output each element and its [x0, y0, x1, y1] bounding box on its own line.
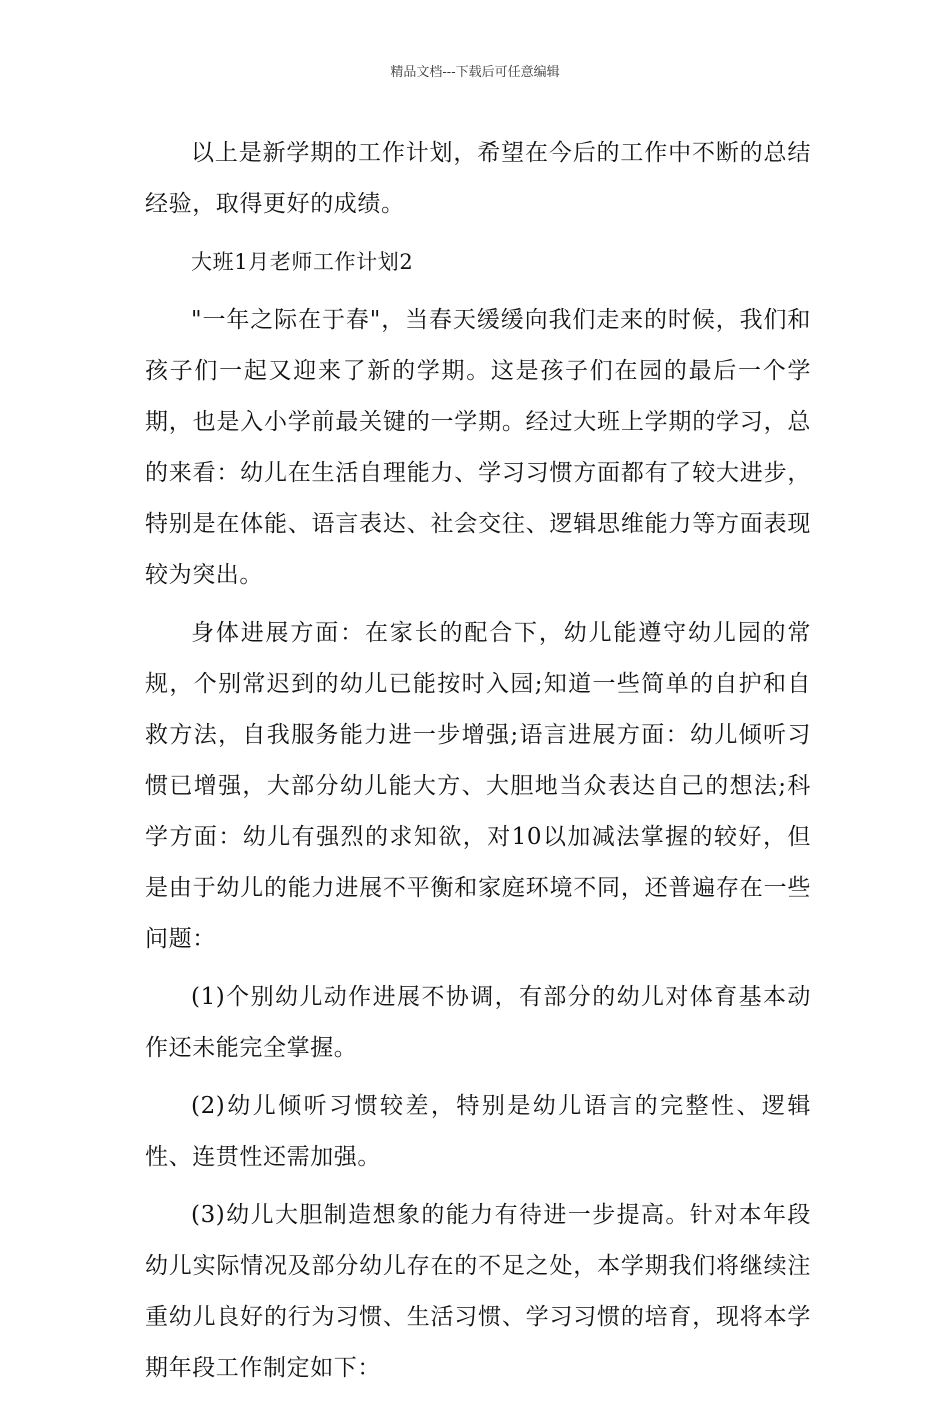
paragraph-issue-1: (1)个别幼儿动作进展不协调，有部分的幼儿对体育基本动作还未能完全掌握。: [145, 984, 811, 1061]
paragraph-issue-2: (2)幼儿倾听习惯较差，特别是幼儿语言的完整性、逻辑性、连贯性还需加强。: [145, 1093, 811, 1170]
paragraph-issue-3: (3)幼儿大胆制造想象的能力有待进一步提高。针对本年段幼儿实际情况及部分幼儿存在的不足之处，本学期我们将继续注重幼儿良好的行为习惯、生活习惯、学习习惯的培育，现将本学期年段工作制定如下：: [145, 1202, 811, 1381]
section-heading: 大班1月老师工作计划2: [191, 250, 414, 274]
paragraph-summary: 以上是新学期的工作计划，希望在今后的工作中不断的总结经验，取得更好的成绩。: [145, 140, 811, 217]
paragraph-intro: "一年之际在于春"，当春天缓缓向我们走来的时候，我们和孩子们一起又迎来了新的学期。这是孩子们在园的最后一个学期，也是入小学前最关键的一学期。经过大班上学期的学习，总的来看：幼儿在生活自理能力、学习习惯方面都有了较大进步，特别是在体能、语言表达、社会交往、逻辑思维能力等方面表现较为突出。: [145, 307, 811, 588]
paragraph-development: 身体进展方面：在家长的配合下，幼儿能遵守幼儿园的常规，个别常迟到的幼儿已能按时入园;知道一些简单的自护和自救方法，自我服务能力进一步增强;语言进展方面：幼儿倾听习惯已增强，大部分幼儿能大方、大胆地当众表达自己的想法;科学方面：幼儿有强烈的求知欲，对10以加减法掌握的较好，但是由于幼儿的能力进展不平衡和家庭环境不同，还普遍存在一些问题：: [145, 620, 811, 952]
document-body: [145, 128, 811, 1401]
page-header: 精品文档---下载后可任意编辑: [390, 65, 560, 80]
